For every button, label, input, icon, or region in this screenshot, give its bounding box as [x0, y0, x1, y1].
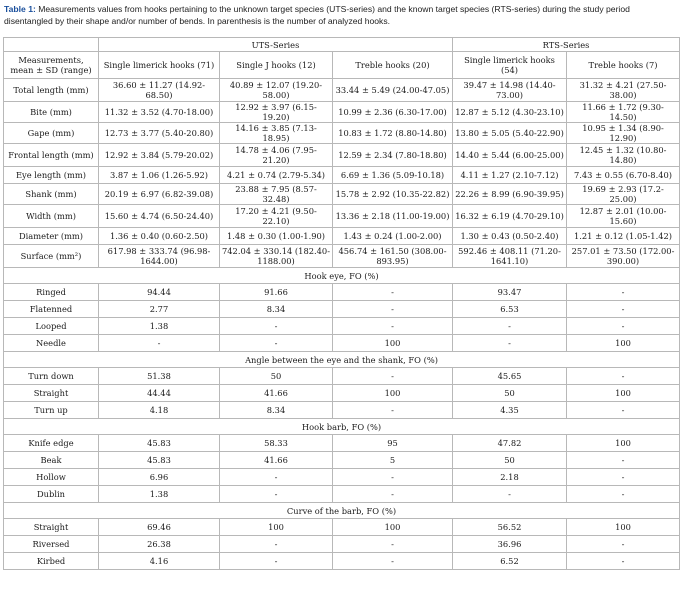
table-cell: - — [333, 318, 453, 335]
table-cell: 1.38 — [99, 318, 220, 335]
table-cell: 31.32 ± 4.21 (27.50-38.00) — [567, 79, 680, 102]
table-cell: 5 — [333, 452, 453, 469]
column-header: Single J hooks (12) — [220, 52, 333, 79]
column-header: Single limerick hooks (54) — [453, 52, 567, 79]
table-cell: 50 — [453, 385, 567, 402]
table-row — [4, 385, 680, 402]
table-cell: 45.65 — [453, 368, 567, 385]
table-cell: 257.01 ± 73.50 (172.00-390.00) — [567, 245, 680, 268]
table-cell: 8.34 — [220, 301, 333, 318]
column-header: Treble hooks (20) — [333, 52, 453, 79]
table-row — [4, 144, 680, 167]
table-cell: 41.66 — [220, 385, 333, 402]
row-label: Frontal length (mm) — [4, 144, 99, 167]
table-cell: - — [333, 284, 453, 301]
table-row — [4, 335, 680, 352]
row-label: Flatenned — [4, 301, 99, 318]
table-cell: 6.53 — [453, 301, 567, 318]
table-cell: 1.36 ± 0.40 (0.60-2.50) — [99, 228, 220, 245]
row-label: Gape (mm) — [4, 123, 99, 144]
table-cell: 14.78 ± 4.06 (7.95-21.20) — [220, 144, 333, 167]
table-cell: 6.96 — [99, 469, 220, 486]
row-label: Width (mm) — [4, 205, 99, 228]
table-cell: 33.44 ± 5.49 (24.00-47.05) — [333, 79, 453, 102]
row-label: Straight — [4, 519, 99, 536]
table-cell: 40.89 ± 12.07 (19.20-58.00) — [220, 79, 333, 102]
table-row — [4, 205, 680, 228]
row-label: Total length (mm) — [4, 79, 99, 102]
table-cell: 3.87 ± 1.06 (1.26-5.92) — [99, 167, 220, 184]
table-cell: 1.21 ± 0.12 (1.05-1.42) — [567, 228, 680, 245]
table-cell: - — [567, 318, 680, 335]
row-label: Bite (mm) — [4, 102, 99, 123]
row-label: Hollow — [4, 469, 99, 486]
table-cell: - — [453, 335, 567, 352]
row-label: Turn up — [4, 402, 99, 419]
table-caption — [4, 3, 678, 27]
table-cell: 14.16 ± 3.85 (7.13-18.95) — [220, 123, 333, 144]
table-cell: 4.18 — [99, 402, 220, 419]
row-label: Dublin — [4, 486, 99, 503]
table-cell: 10.99 ± 2.36 (6.30-17.00) — [333, 102, 453, 123]
table-cell: 10.83 ± 1.72 (8.80-14.80) — [333, 123, 453, 144]
table-cell: 95 — [333, 435, 453, 452]
table-cell: - — [99, 335, 220, 352]
table-cell: 13.80 ± 5.05 (5.40-22.90) — [453, 123, 567, 144]
row-label: Eye length (mm) — [4, 167, 99, 184]
table-cell: 17.20 ± 4.21 (9.50-22.10) — [220, 205, 333, 228]
row-label: Shank (mm) — [4, 184, 99, 205]
section-row — [4, 503, 680, 519]
table-body — [4, 79, 680, 570]
row-label: Kirbed — [4, 553, 99, 570]
table-cell: 4.16 — [99, 553, 220, 570]
table-cell: 58.33 — [220, 435, 333, 452]
table-cell: 12.45 ± 1.32 (10.80-14.80) — [567, 144, 680, 167]
table-row — [4, 123, 680, 144]
table-cell: 6.52 — [453, 553, 567, 570]
table-cell: 100 — [333, 335, 453, 352]
uts-series-header: UTS-Series — [99, 38, 453, 52]
table-cell: - — [453, 318, 567, 335]
table-cell: 14.40 ± 5.44 (6.00-25.00) — [453, 144, 567, 167]
table-cell: 4.11 ± 1.27 (2.10-7.12) — [453, 167, 567, 184]
table-cell: 4.21 ± 0.74 (2.79-5.34) — [220, 167, 333, 184]
table-cell: 12.92 ± 3.97 (6.15-19.20) — [220, 102, 333, 123]
caption-label: Table 1: — [4, 4, 36, 14]
table-row — [4, 301, 680, 318]
row-label: Riversed — [4, 536, 99, 553]
table-cell: 13.36 ± 2.18 (11.00-19.00) — [333, 205, 453, 228]
row-label: Ringed — [4, 284, 99, 301]
table-cell: - — [567, 452, 680, 469]
row-label: Looped — [4, 318, 99, 335]
table-cell: 12.73 ± 3.77 (5.40-20.80) — [99, 123, 220, 144]
table-cell: 23.88 ± 7.95 (8.57-32.48) — [220, 184, 333, 205]
table-row — [4, 519, 680, 536]
table-row — [4, 553, 680, 570]
table-cell: 12.92 ± 3.84 (5.79-20.02) — [99, 144, 220, 167]
table-cell: 100 — [567, 435, 680, 452]
table-cell: 617.98 ± 333.74 (96.98-1644.00) — [99, 245, 220, 268]
table-cell: 26.38 — [99, 536, 220, 553]
table-cell: - — [567, 536, 680, 553]
table-cell: - — [220, 553, 333, 570]
row-label: Beak — [4, 452, 99, 469]
table-cell: 742.04 ± 330.14 (182.40-1188.00) — [220, 245, 333, 268]
table-cell: - — [333, 553, 453, 570]
blank-header-cell — [4, 38, 99, 52]
table-cell: 456.74 ± 161.50 (308.00-893.95) — [333, 245, 453, 268]
section-row — [4, 268, 680, 284]
caption-text: Measurements values from hooks pertaining to the unknown target species (UTS-series) and the known target species (RTS-series) during the study period disentangled by their shape and/or number of bends. In parenthesis is the number of analyzed hooks. — [4, 4, 630, 26]
table-cell: 50 — [220, 368, 333, 385]
table-row — [4, 536, 680, 553]
table-cell: 100 — [567, 385, 680, 402]
table-cell: - — [220, 318, 333, 335]
table-cell: - — [220, 469, 333, 486]
table-cell: 22.26 ± 8.99 (6.90-39.95) — [453, 184, 567, 205]
table-cell: - — [567, 284, 680, 301]
table-cell: 10.95 ± 1.34 (8.90-12.90) — [567, 123, 680, 144]
table-row — [4, 102, 680, 123]
table-cell: 1.30 ± 0.43 (0.50-2.40) — [453, 228, 567, 245]
table-cell: 19.69 ± 2.93 (17.2-25.00) — [567, 184, 680, 205]
table-cell: 100 — [567, 519, 680, 536]
table-cell: 1.48 ± 0.30 (1.00-1.90) — [220, 228, 333, 245]
table-row — [4, 167, 680, 184]
table-cell: 45.83 — [99, 435, 220, 452]
table-cell: 12.87 ± 2.01 (10.00-15.60) — [567, 205, 680, 228]
table-cell: 45.83 — [99, 452, 220, 469]
column-header: Treble hooks (7) — [567, 52, 680, 79]
table-cell: - — [567, 402, 680, 419]
table-cell: 6.69 ± 1.36 (5.09-10.18) — [333, 167, 453, 184]
table-cell: 56.52 — [453, 519, 567, 536]
table-cell: 47.82 — [453, 435, 567, 452]
table-row — [4, 184, 680, 205]
table-cell: - — [333, 536, 453, 553]
table-cell: 100 — [567, 335, 680, 352]
measurement-header: Measurements, mean ± SD (range) — [4, 52, 99, 79]
table-cell: 4.35 — [453, 402, 567, 419]
table-cell: - — [220, 335, 333, 352]
table-cell: 93.47 — [453, 284, 567, 301]
table-cell: 1.38 — [99, 486, 220, 503]
row-label: Surface (mm²) — [4, 245, 99, 268]
row-label: Straight — [4, 385, 99, 402]
table-cell: - — [333, 469, 453, 486]
table-cell: 39.47 ± 14.98 (14.40-73.00) — [453, 79, 567, 102]
row-label: Knife edge — [4, 435, 99, 452]
table-cell: - — [333, 368, 453, 385]
table-cell: 7.43 ± 0.55 (6.70-8.40) — [567, 167, 680, 184]
column-header: Single limerick hooks (71) — [99, 52, 220, 79]
table-cell: 12.87 ± 5.12 (4.30-23.10) — [453, 102, 567, 123]
rts-series-header: RTS-Series — [453, 38, 680, 52]
table-cell: 100 — [333, 385, 453, 402]
table-cell: 50 — [453, 452, 567, 469]
table-row — [4, 402, 680, 419]
table-cell: 94.44 — [99, 284, 220, 301]
table-cell: 51.38 — [99, 368, 220, 385]
table-cell: 69.46 — [99, 519, 220, 536]
table-cell: 2.18 — [453, 469, 567, 486]
table-cell: - — [453, 486, 567, 503]
table-cell: 100 — [220, 519, 333, 536]
table-cell: - — [333, 402, 453, 419]
table-cell: - — [333, 486, 453, 503]
table-row — [4, 228, 680, 245]
table-cell: - — [567, 368, 680, 385]
table-cell: 36.96 — [453, 536, 567, 553]
table-cell: 11.66 ± 1.72 (9.30-14.50) — [567, 102, 680, 123]
table-cell: 592.46 ± 408.11 (71.20-1641.10) — [453, 245, 567, 268]
table-cell: 16.32 ± 6.19 (4.70-29.10) — [453, 205, 567, 228]
table-cell: - — [567, 301, 680, 318]
table-cell: 8.34 — [220, 402, 333, 419]
table-row — [4, 435, 680, 452]
table-cell: 44.44 — [99, 385, 220, 402]
section-title: Curve of the barb, FO (%) — [4, 503, 680, 519]
table-cell: 100 — [333, 519, 453, 536]
row-label: Needle — [4, 335, 99, 352]
table-cell: - — [333, 301, 453, 318]
table-cell: - — [567, 469, 680, 486]
section-title: Hook barb, FO (%) — [4, 419, 680, 435]
table-cell: 15.60 ± 4.74 (6.50-24.40) — [99, 205, 220, 228]
table-cell: - — [567, 553, 680, 570]
table-cell: - — [567, 486, 680, 503]
table-cell: 1.43 ± 0.24 (1.00-2.00) — [333, 228, 453, 245]
table-cell: 36.60 ± 11.27 (14.92-68.50) — [99, 79, 220, 102]
table-cell: - — [220, 536, 333, 553]
table-row — [4, 284, 680, 301]
table-cell: 20.19 ± 6.97 (6.82-39.08) — [99, 184, 220, 205]
table-cell: 41.66 — [220, 452, 333, 469]
row-label: Turn down — [4, 368, 99, 385]
table-cell: 15.78 ± 2.92 (10.35-22.82) — [333, 184, 453, 205]
table-cell: - — [220, 486, 333, 503]
table-cell: 2.77 — [99, 301, 220, 318]
table-row — [4, 452, 680, 469]
table-cell: 11.32 ± 3.52 (4.70-18.00) — [99, 102, 220, 123]
table-cell: 91.66 — [220, 284, 333, 301]
row-label: Diameter (mm) — [4, 228, 99, 245]
table-cell: 12.59 ± 2.34 (7.80-18.80) — [333, 144, 453, 167]
table-row — [4, 318, 680, 335]
table-row — [4, 368, 680, 385]
section-row — [4, 419, 680, 435]
table-row — [4, 245, 680, 268]
data-table — [3, 37, 680, 570]
section-title: Hook eye, FO (%) — [4, 268, 680, 284]
table-row — [4, 469, 680, 486]
table-row — [4, 79, 680, 102]
section-title: Angle between the eye and the shank, FO (%) — [4, 352, 680, 368]
section-row — [4, 352, 680, 368]
table-row — [4, 486, 680, 503]
